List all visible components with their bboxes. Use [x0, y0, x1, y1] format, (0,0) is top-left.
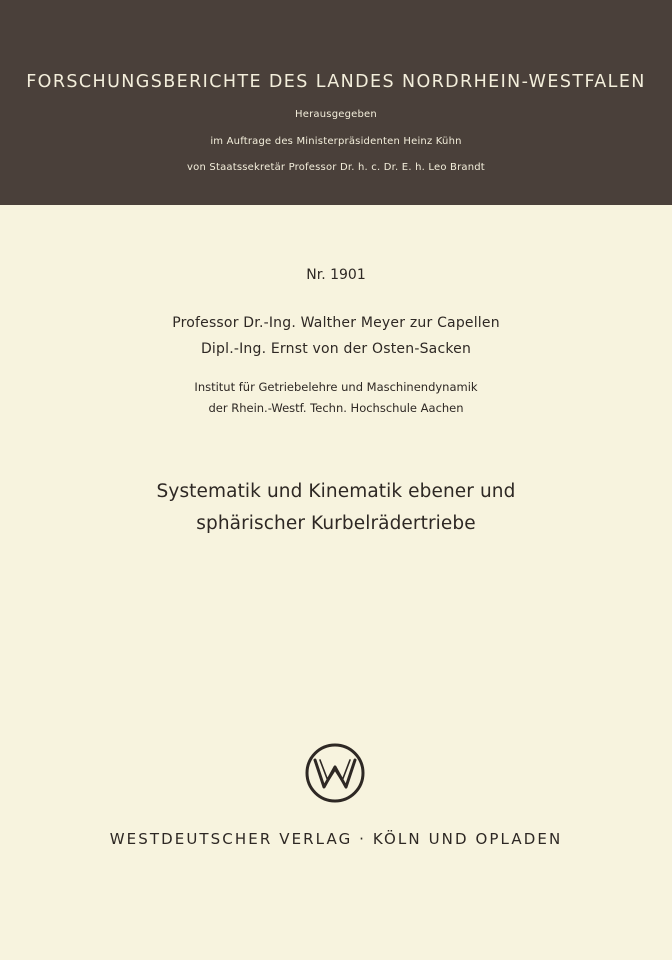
institute-line-2: der Rhein.-Westf. Techn. Hochschule Aachen	[208, 401, 464, 415]
cover-content	[0, 205, 672, 960]
book-title-line-1: Systematik und Kinematik ebener und	[156, 481, 516, 502]
series-title: FORSCHUNGSBERICHTE DES LANDES NORDRHEIN-WESTFALEN	[26, 72, 646, 92]
book-title-line-2: sphärischer Kurbelrädertriebe	[196, 513, 476, 534]
author-1: Professor Dr.-Ing. Walther Meyer zur Capellen	[172, 315, 500, 331]
westdeutscher-verlag-logo-icon	[305, 743, 365, 803]
publisher-line: WESTDEUTSCHER VERLAG · KÖLN UND OPLADEN	[109, 830, 563, 848]
report-number: Nr. 1901	[306, 267, 366, 283]
editor-line-2: im Auftrage des Ministerpräsidenten Heinz Kühn	[210, 136, 462, 147]
series-header-band	[0, 0, 672, 205]
editor-line-3: von Staatssekretär Professor Dr. h. c. Dr. E. h. Leo Brandt	[187, 162, 485, 173]
editor-line-1: Herausgegeben	[295, 109, 377, 120]
institute-line-1: Institut für Getriebelehre und Maschinendynamik	[194, 380, 478, 394]
author-2: Dipl.-Ing. Ernst von der Osten-Sacken	[200, 341, 472, 357]
